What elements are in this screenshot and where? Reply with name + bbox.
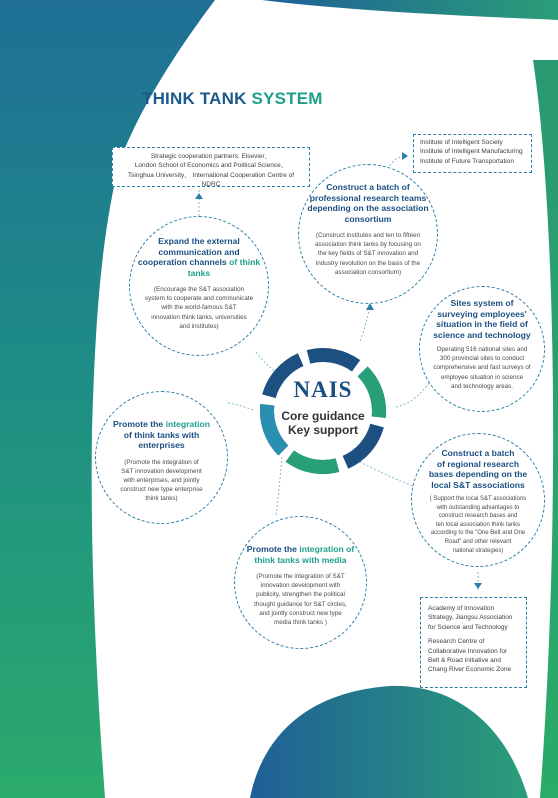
top-right-wave (262, 0, 558, 20)
bottom-dome (250, 686, 528, 798)
node-regional-bases: Construct a batch of regional research bases depending on the local S&T associations ( Support the local S&T associations with outstanding advantages to construct research bases and ten local association think tanks according to the "One Belt and One Road" and other relevant national strategies) (411, 433, 545, 567)
nais-logo: NAIS (293, 377, 353, 402)
node-external-cooperation: Expand the external communication and cooperation channels of think tanks (Encourage the S&T association system to cooperate and communicate with the world-famous S&T innovation think tanks, universities and institutes) (129, 216, 269, 356)
core-center (276, 378, 370, 437)
node-sites-system: Sites system of surveying employees' situation in the field of science and technology Operating 516 national sites and 300 provincial sites to conduct comprehensive and fast surveys of employee situation in science and technology areas. (419, 286, 545, 412)
academy-box: Academy of Innovation Strategy, Jiangsu Association for Science and Technology Research Centre of Collaborative Innovation for Belt & Road Initiative and Chang River Economic Zone (420, 597, 527, 688)
partners-box: Strategic cooperation partners: Elsevier、 London School of Economics and Political Science、 Tsinghua University、 International Cooperation Centre of NDRC (112, 147, 310, 187)
node-media: Promote the integration of think tanks with media (Promote the integration of S&T innovation development with publicity, strengthen the political thought guidance for S&T circles, and jointly construct new type media think tanks ) (234, 516, 367, 649)
right-green-band (533, 60, 558, 798)
page-title: THINK TANK SYSTEM (142, 89, 323, 108)
node-research-teams: Construct a batch of professional research teams depending on the association consortium (Construct institutes and ten to fifteen association think tanks by focusing on the key fields of S&T innovation and industry revolution on the basis of the association consortium) (298, 164, 438, 304)
core-line2: Key support (287, 423, 358, 437)
core-line1: Core guidance (281, 409, 365, 423)
institutes-box: Institute of Intelligent Society Institute of Intelligent Manufacturing Institute of Future Transportation (413, 134, 532, 173)
node-enterprises: Promote the integration of think tanks with enterprises (Promote the integration of S&T innovation development with enterprises, and jointly construct new type enterprise think tanks) (95, 391, 228, 524)
